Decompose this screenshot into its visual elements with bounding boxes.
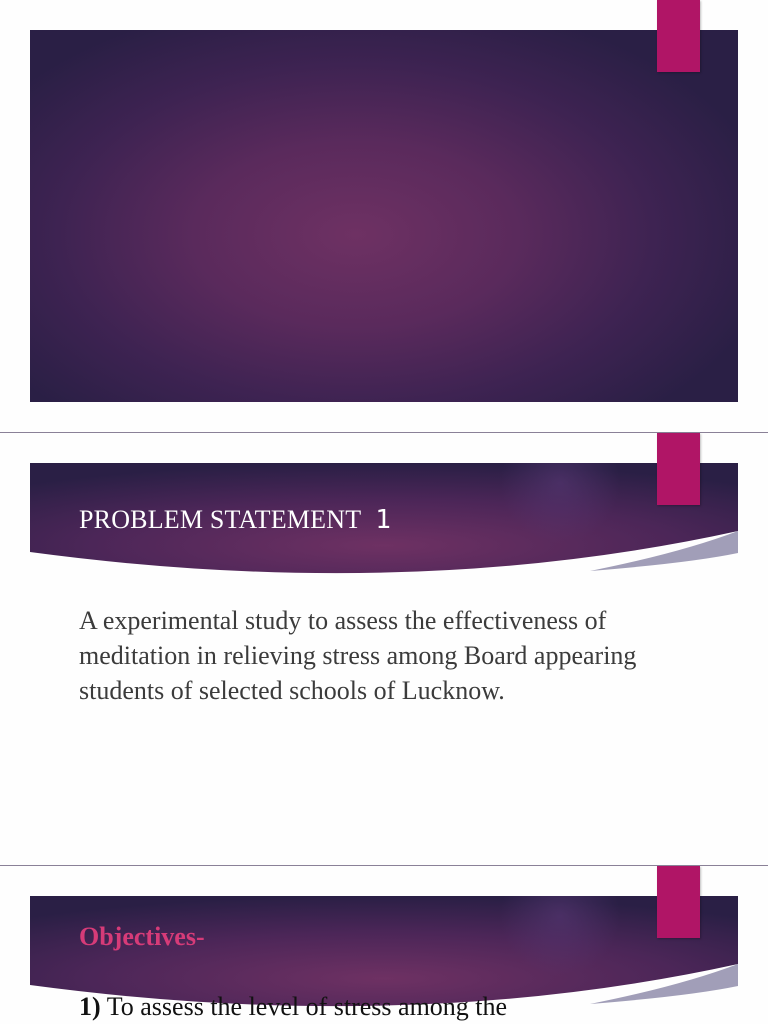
objective-text: To assess the level of stress among the — [106, 992, 508, 1021]
accent-tab — [657, 866, 700, 938]
slide-heading — [79, 505, 391, 535]
accent-tab — [657, 433, 700, 505]
slide-objectives — [0, 866, 768, 1024]
heading-number: 1 — [375, 505, 392, 535]
heading-text: PROBLEM STATEMENT — [79, 505, 362, 534]
objective-number: 1) — [79, 992, 101, 1021]
objectives-heading: Objectives- — [79, 922, 205, 951]
objective-item — [79, 992, 679, 1022]
title-hero-background — [30, 30, 738, 402]
accent-tab — [657, 0, 700, 72]
problem-statement-text: A experimental study to assess the effectiveness of meditation in relieving stress among Board appearing students of selected schools of Lucknow. — [79, 606, 637, 705]
slide-title — [0, 0, 768, 432]
slide-problem-statement — [0, 433, 768, 865]
